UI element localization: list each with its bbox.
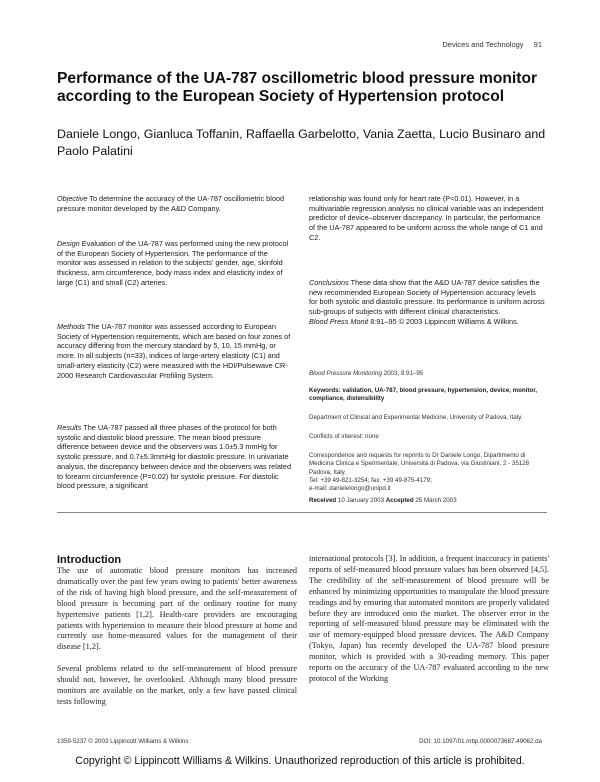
keywords-text: validation, UA-787, blood pressure, hypertension, device, monitor, compliance, distensibility bbox=[309, 387, 537, 403]
affiliation: Department of Clinical and Experimental Medicine, University of Padova, Italy. bbox=[309, 414, 523, 421]
running-head bbox=[442, 40, 542, 49]
correspondence-address: Correspondence and requests for reprints to Dr Daniele Longo, Dipartimento di Medicina Clinica e Sperimentale, Università di Padova, via Giustiniani, 2 - 35128 Padova, Italy. bbox=[309, 452, 530, 476]
author-list: Daniele Longo, Gianluca Toffanin, Raffaella Garbelotto, Vania Zaetta, Lucio Businaro and Paolo Palatini bbox=[57, 127, 546, 158]
abstract-objective bbox=[57, 194, 294, 213]
introduction-paragraph-1: The use of automatic blood pressure monitors has increased dramatically over the past few years owing to patients' better awareness of the risk of having high blood pressure, and the self-measurement of blood pressure is becoming part of the ordinary routine for many hypertensive patients [1,2]. Health-care providers are encouraging patients with hypertension to measure their blood pressure at home and currently use home-measured values for the management of their disease [1,2]. bbox=[57, 566, 297, 652]
citation-details: 2003, 8:91–95 bbox=[383, 370, 424, 377]
journal-citation bbox=[309, 370, 549, 378]
abstract-citation-details: 8:91–95 © 2003 Lippincott Williams & Wilkins. bbox=[370, 316, 519, 326]
results-text: The UA-787 passed all three phases of the protocol for both systolic and diastolic blood pressure. The mean blood pressure difference between device and the observers was 1.0±5.3 mmHg for systolic pressure, and 0.7±5.3mmHg for diastolic pressure. In univariate analysis, the discrepancy between device and the observers was related to forearm circumference (P=0.02) for systolic pressure. For diastolic blood pressure, a significant bbox=[57, 423, 292, 491]
conclusions-text: These data show that the A&D UA-787 device satisfies the new recommended European Society of Hypertension accuracy levels for both systolic and diastolic pressure. Its performance is uniform across sub-groups of subjects with different clinical characteristics. bbox=[309, 278, 545, 317]
copyright-notice: Copyright © Lippincott Williams & Wilkins. Unauthorized reproduction of this article is prohibited. bbox=[75, 755, 525, 767]
article-title: Performance of the UA-787 oscillometric blood pressure monitor according to the European Society of Hypertension protocol bbox=[57, 70, 538, 105]
accepted-label: Accepted bbox=[385, 497, 414, 504]
keywords bbox=[309, 387, 549, 404]
abstract-design bbox=[57, 239, 294, 288]
design-text: Evaluation of the UA-787 was performed using the new protocol of the European Society of Hypertension. The performance of the monitor was assessed in relation to the subjects' gender, age, skinfold thickness, arm circumference, body mass index and elasticity index of large (C1) and small (C2) arteries. bbox=[57, 239, 289, 287]
conflicts-of-interest: Conflicts of interest: none bbox=[309, 433, 379, 440]
abstract-citation-journal: Blood Press Monit bbox=[309, 316, 369, 326]
issn-copyright: 1359-5237 © 2003 Lippincott Williams & Wilkins bbox=[57, 738, 189, 745]
abstract-results bbox=[57, 423, 294, 491]
introduction-heading: Introduction bbox=[57, 554, 122, 566]
introduction-paragraph-2: Several problems related to the self-measurement of blood pressure should not, however, be overlooked. Although many blood pressure monitors are available on the market, only a few have passed clinical tests following bbox=[57, 664, 297, 706]
abstract-results-continued: relationship was found only for heart rate (P<0.01). However, in a multivariable regression analysis no clinical variable was an independent predictor of device–observer discrepancy. In particular, the performance of the UA-787 appeared to be uniform across the whole range of C1 and C2. bbox=[309, 194, 544, 242]
abstract-conclusions bbox=[309, 278, 546, 327]
objective-text: To determine the accuracy of the UA-787 oscillometric blood pressure monitor developed by the A&D Company. bbox=[57, 194, 285, 213]
conclusions-heading: Conclusions bbox=[309, 278, 349, 287]
introduction-paragraph-2-continued: international protocols [3]. In addition, a frequent inaccuracy in patients' reports of self-measured blood pressure values has been observed [4,5]. The credibility of the self-measurement of blood pressure will be enhanced by minimizing opportunities to manipulate the blood pressure readings and by ensuring that automated monitors are properly validated before they are introduced onto the market. The observer error in the reporting of self-measured blood pressure may be eliminated with the use of memory-equipped blood pressure devices. The A&D Company (Tokyo, Japan) has recently developed the UA-787 blood pressure monitor, which is provided with a 30-reading memory. This paper reports on the accuracy of the UA-787 evaluated according to the new protocol of the Working bbox=[309, 554, 549, 683]
objective-heading: Objective bbox=[57, 194, 88, 203]
results-heading: Results bbox=[57, 423, 82, 432]
accepted-date: 25 March 2003 bbox=[415, 497, 457, 504]
doi: DOI: 10.1097/01.mbp.0000073687.49062.da bbox=[419, 738, 542, 745]
journal-section: Devices and Technology bbox=[442, 40, 524, 49]
design-heading: Design bbox=[57, 239, 80, 248]
methods-text: The UA-787 monitor was assessed according to European Society of Hypertension requirements, which are based on four zones of accuracy differing from the mercury standard by 5, 10, 15 mmHg, or more. In all subjects (n=33), indices of large-artery elasticity (C1) and small-artery elasticity (C2) were measured with the HDI/Pulsewave CR-2000 Research Cardiovascular Profiling System. bbox=[57, 322, 291, 380]
phone-fax: Tel: +39 49-821-3254; fax: +39 49-875-4179; bbox=[309, 476, 432, 484]
received-date: 10 January 2003 bbox=[337, 497, 385, 504]
page-number: 91 bbox=[533, 40, 542, 49]
correspondence bbox=[309, 452, 549, 493]
keywords-label: Keywords: bbox=[309, 387, 341, 394]
email: e-mail: danielelongo@unipd.it bbox=[309, 485, 391, 493]
methods-heading: Methods bbox=[57, 322, 85, 331]
received-accepted bbox=[309, 497, 549, 505]
citation-journal: Blood Pressure Monitoring bbox=[309, 370, 382, 377]
abstract-divider bbox=[57, 512, 547, 513]
abstract-methods bbox=[57, 322, 294, 380]
received-label: Received bbox=[309, 497, 337, 504]
